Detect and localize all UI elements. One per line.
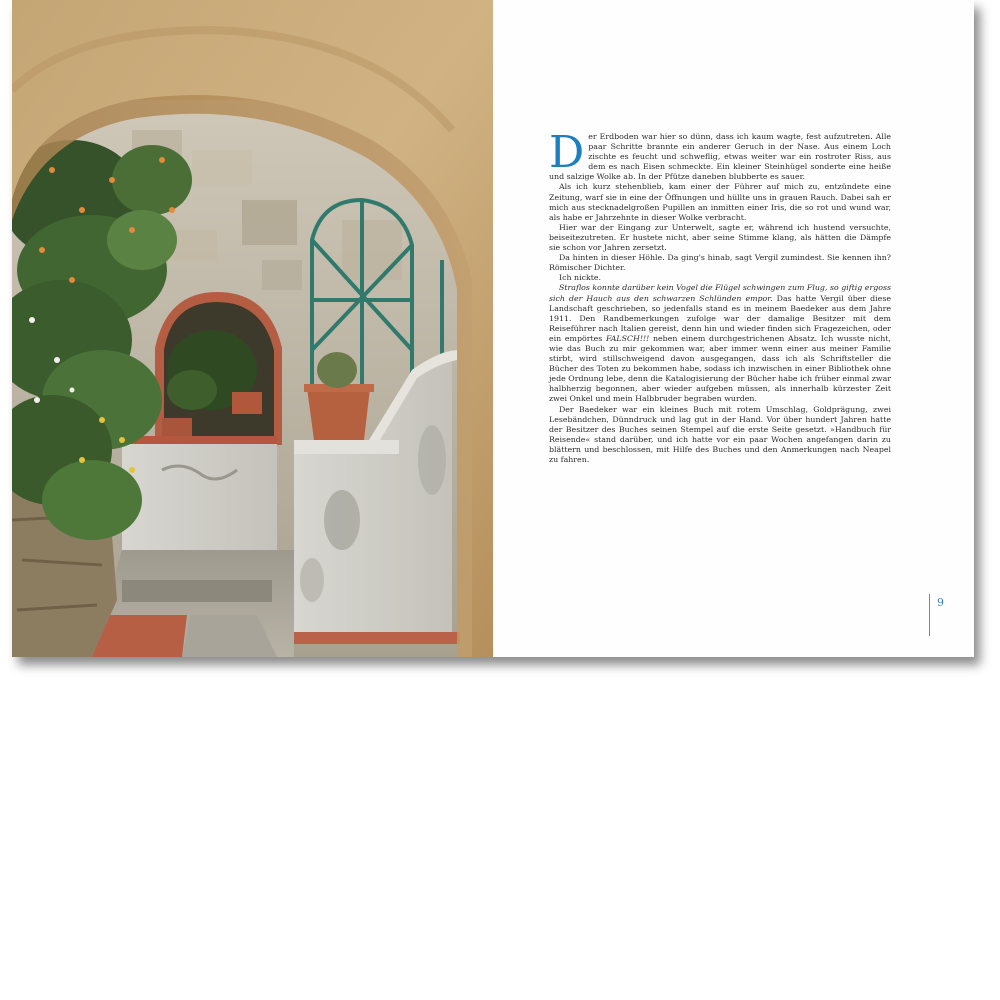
paragraph-text: er Erdboden war hier so dünn, dass ich kaum wagte, fest aufzutreten. Alle paar Schritte brannte ein anderer Geruch in der Nase. Aus einem Loch zischte es feucht und schweflig, etwas weiter war ein rostroter Riss, aus dem es nach Eisen schmeckte. Ein kleiner Steinhügel sonderte eine heiße und salzige Wolke ab. In der Pfütze daneben blubberte es sauer. [549, 132, 891, 182]
archway-courtyard-photo [12, 0, 493, 657]
body-text [549, 127, 891, 465]
page-number-rule [929, 594, 930, 636]
paragraph: Hier war der Eingang zur Unterwelt, sagte er, während ich hustend versuchte, beiseitezutreten. Er hustete nicht, aber seine Stimme klang, als hätten die Dämpfe sie schon vor Jahren zersetzt. [549, 222, 891, 253]
text-page [493, 0, 974, 657]
paragraph: Als ich kurz stehenblieb, kam einer der Führer auf mich zu, entzündete eine Zeitung, warf sie in eine der Öffnungen und hüllte uns in grauen Rauch. Dabei sah er mich aus stecknadelgroßen Pupillen an inmitten einer Iris, die so rot und wund war, als habe er Jahrzehnte in dieser Wolke verbracht. [549, 182, 891, 222]
quote-italic: Straflos konnte darüber kein Vogel die Flügel schwingen zum Flug, so giftig ergoss sich der Hauch aus den schwarzen Schlünden empor. [549, 283, 891, 303]
paragraph: Der Baedeker war ein kleines Buch mit rotem Umschlag, Goldprägung, zwei Lesebändchen, Dünndruck und lag gut in der Hand. Vor über hundert Jahren hatte der Besitzer des Buches seinen Stempel auf die erste Seite gesetzt. »Handbuch für Reisende« stand darüber, und ich hatte vor ein paar Wochen angefangen darin zu blättern und beschlossen, mit Hilfe des Buches und den Anmerkungen nach Neapel zu fahren. [549, 404, 891, 464]
paragraph: Ich nickte. [559, 273, 602, 283]
paragraph [549, 127, 891, 182]
page-number: 9 [937, 596, 944, 609]
paragraph-text: Das hatte Vergil über diese Landschaft geschrieben, so jedenfalls stand es in meinem Baedeker aus dem Jahre 1911. Den Randbemerkungen zufolge war der damalige Besitzer mit dem Reiseführer nach Italien gereist, denn hin und wieder finden sich Fragezeichen, oder ein empörtes [549, 293, 891, 343]
book-spread [12, 0, 974, 657]
drop-cap: D [549, 127, 585, 178]
paragraph-text: neben einem durchgestrichenen Absatz. Ich wusste nicht, wie das Buch zu mir gekommen war, aber immer wenn einer aus meiner Familie stirbt, wird stillschweigend davon ausgegangen, dass ich als Schriftsteller die Bücher des Toten zu bekommen habe, sodass ich inzwischen in einer Bibliothek ohne jede Ordnung lebe, denn die Katalogisierung der Bücher habe ich früher einmal zwar halbherzig begonnen, aber wieder aufgeben müssen, als innerhalb kürzester Zeit zwei Onkel und mein Halbbruder begraben wurden. [549, 333, 891, 404]
paragraph [549, 283, 891, 404]
emphasis-italic: FALSCH!!! [605, 333, 650, 343]
paragraph: Da hinten in dieser Höhle. Da ging's hinab, sagt Vergil zumindest. Sie kennen ihn? Römischer Dichter. [549, 253, 891, 273]
